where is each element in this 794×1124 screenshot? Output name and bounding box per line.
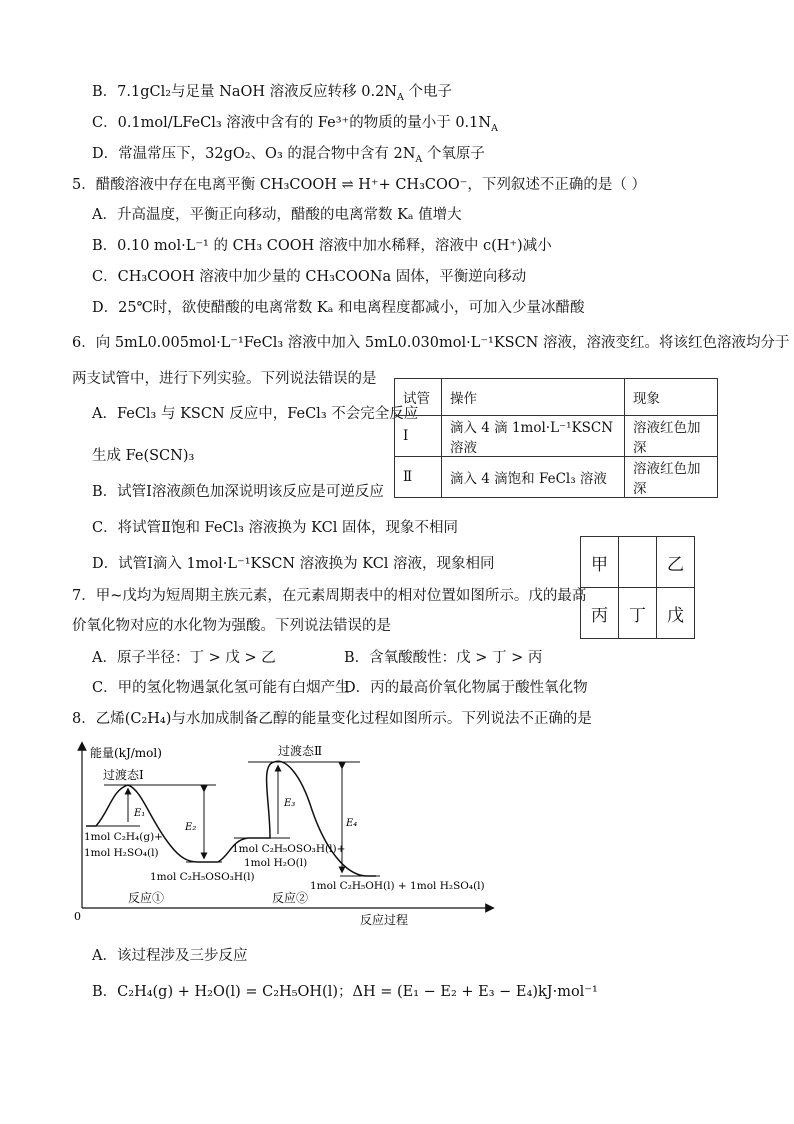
table-cell: Ⅱ [395, 457, 442, 498]
origin-label: 0 [74, 910, 81, 923]
q4-option-b: B．7.1gCl₂与足量 NaOH 溶液反应转移 $0.2N_A$ 个电子 [92, 84, 452, 103]
q7-stem-line2: 价氧化物对应的水化物为强酸。下列说法错误的是 [72, 618, 391, 634]
products-label: 1mol C₂H₅OH(l) + 1mol H₂SO₄(l) [310, 880, 485, 892]
q6-stem-line2: 两支试管中，进行下列实验。下列说法错误的是 [72, 371, 377, 387]
grid-cell: 丙 [581, 588, 619, 639]
reactants-label-line1: 1mol C₂H₄(g)+ [84, 831, 163, 843]
table-cell: 滴入 4 滴饱和 FeCl₃ 溶液 [442, 457, 625, 498]
q6-option-b: B．试管Ⅰ溶液颜色加深说明该反应是可逆反应 [92, 484, 384, 500]
q5-option-d: D．25℃时，欲使醋酸的电离常数 Kₐ 和电离程度都减小，可加入少量冰醋酸 [92, 300, 585, 316]
table-cell: 溶液红色加深 [625, 416, 718, 457]
q4-option-d: D．常温常压下，32gO₂、O₃ 的混合物中含有 $2N_A$ 个氧原子 [92, 146, 485, 165]
q7-option-c: C．甲的氢化物遇氯化氢可能有白烟产生 [92, 680, 350, 696]
e1-label: E₁ [134, 808, 146, 819]
grid-row [581, 537, 695, 588]
grid-cell: 乙 [657, 537, 695, 588]
table-header-cell: 现象 [625, 379, 718, 416]
reactants-label-line2: 1mol H₂SO₄(l) [84, 847, 159, 859]
q6-option-a: A．FeCl₃ 与 KSCN 反应中，FeCl₃ 不会完全反应 [92, 406, 419, 422]
table-row [395, 416, 718, 457]
q6-option-c: C．将试管Ⅱ饱和 FeCl₃ 溶液换为 KCl 固体，现象不相同 [92, 520, 458, 536]
table-row [395, 457, 718, 498]
q5-stem: 5．醋酸溶液中存在电离平衡 CH₃COOH ⇌ H⁺+ CH₃COO⁻，下列叙述不正确的是（ ） [72, 177, 647, 193]
grid-cell [619, 537, 657, 588]
q8-option-b: B．C₂H₄(g) + H₂O(l) = C₂H₅OH(l)；ΔH = (E₁ − E₂ + E₃ − E₄)kJ·mol⁻¹ [92, 984, 598, 1000]
e2-label: E₂ [185, 822, 197, 833]
q7-option-d: D．丙的最高价氧化物属于酸性氧化物 [344, 680, 588, 696]
q6-option-a-cont: 生成 Fe(SCN)₃ [92, 448, 195, 464]
q7-periodic-grid [580, 536, 695, 639]
q6-stem-line1: 6．向 5mL0.005mol·L⁻¹FeCl₃ 溶液中加入 5mL0.030mol·L⁻¹KSCN 溶液，溶液变红。将该红色溶液均分于 [72, 335, 790, 351]
intermediate2-label-line2: 1mol H₂O(l) [244, 857, 308, 869]
q8-energy-diagram [0, 735, 794, 930]
table-cell: 溶液红色加深 [625, 457, 718, 498]
intermediate2-label-line1: 1mol C₂H₅OSO₃H(l)+ [232, 843, 346, 855]
table-cell: 滴入 4 滴 1mol·L⁻¹KSCN 溶液 [442, 416, 625, 457]
q5-option-c: C．CH₃COOH 溶液中加少量的 CH₃COONa 固体，平衡逆向移动 [92, 269, 527, 285]
y-axis-label: 能量(kJ/mol) [90, 746, 162, 760]
q8-stem: 8．乙烯(C₂H₄)与水加成制备乙醇的能量变化过程如图所示。下列说法不正确的是 [72, 711, 592, 727]
e4-label: E₄ [346, 818, 358, 829]
grid-row [581, 588, 695, 639]
ts2-label: 过渡态Ⅱ [278, 744, 323, 758]
grid-cell: 丁 [619, 588, 657, 639]
step2-label: 反应② [272, 891, 309, 905]
q6-experiment-table [394, 378, 718, 498]
q7-stem-line1: 7．甲~戊均为短周期主族元素，在元素周期表中的相对位置如图所示。戊的最高 [72, 588, 587, 604]
e3-label: E₃ [284, 798, 296, 809]
ts1-label: 过渡态Ⅰ [103, 768, 144, 782]
x-axis-label: 反应过程 [360, 913, 409, 927]
q7-option-a: A．原子半径：丁 > 戊 > 乙 [92, 650, 276, 666]
grid-cell: 戊 [657, 588, 695, 639]
intermediate-label: 1mol C₂H₅OSO₃H(l) [150, 871, 255, 883]
q6-option-d: D．试管Ⅰ滴入 1mol·L⁻¹KSCN 溶液换为 KCl 溶液，现象相同 [92, 556, 495, 572]
q5-option-b: B．0.10 mol·L⁻¹ 的 CH₃ COOH 溶液中加水稀释，溶液中 c(H⁺)减小 [92, 238, 552, 254]
q5-option-a: A．升高温度，平衡正向移动，醋酸的电离常数 Kₐ 值增大 [92, 207, 462, 223]
q7-option-b: B．含氧酸酸性：戊 > 丁 > 丙 [344, 650, 543, 666]
table-header-cell: 试管 [395, 379, 442, 416]
grid-cell: 甲 [581, 537, 619, 588]
q8-option-a: A．该过程涉及三步反应 [92, 948, 248, 964]
step1-label: 反应① [128, 891, 165, 905]
table-header-cell: 操作 [442, 379, 625, 416]
table-cell: Ⅰ [395, 416, 442, 457]
q4-option-c: C．0.1mol/LFeCl₃ 溶液中含有的 Fe³⁺的物质的量小于 $0.1N_A$ [92, 115, 498, 134]
table-header-row [395, 379, 718, 416]
